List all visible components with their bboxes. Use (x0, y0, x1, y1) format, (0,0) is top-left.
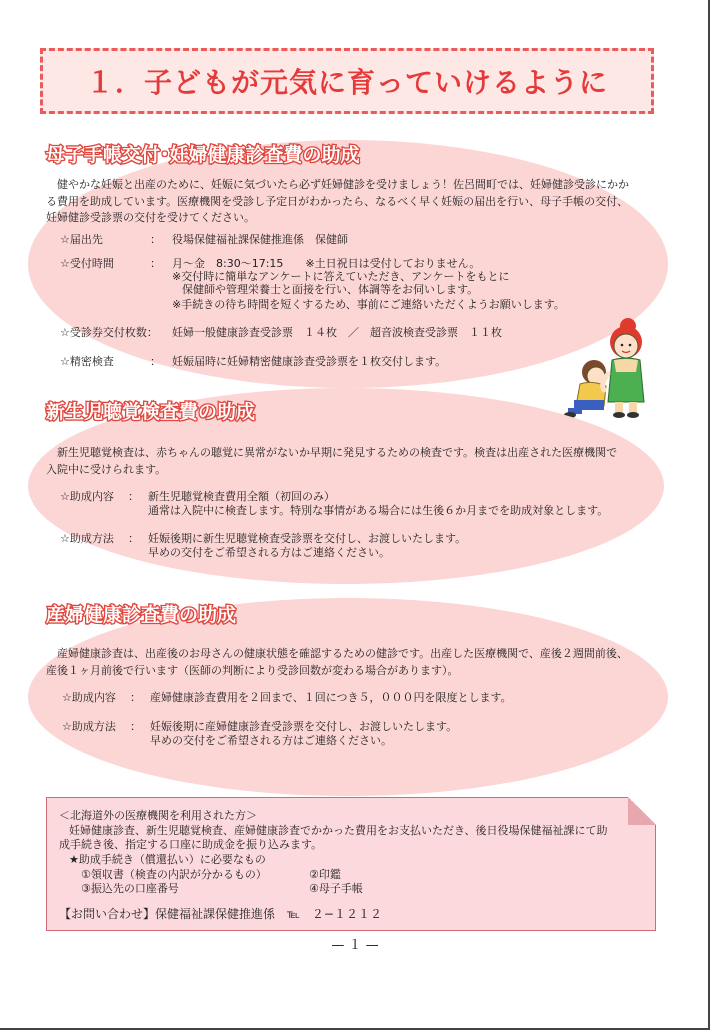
shoe (627, 412, 639, 418)
section2-method-value: 妊娠後期に新生児聴覚検査受診票を交付し、お渡しいたします。 (148, 532, 467, 545)
section2-content-label: ☆助成内容 (60, 490, 114, 503)
colon: ： (128, 490, 139, 503)
outside-hokkaido-note (46, 797, 656, 931)
page-title: １．子どもが元気に育っていけるように (85, 66, 608, 99)
section2-method-note: 早めの交付をご希望される方はご連絡ください。 (148, 546, 390, 559)
colon: ： (128, 532, 139, 545)
page-fold-corner (628, 797, 656, 825)
eye (629, 344, 632, 347)
mother-shirt (614, 359, 638, 372)
note-title: ＜北海道外の医療機関を利用された方＞ (59, 809, 257, 822)
section3-intro-line: 産婦健康診査は、出産後のお母さんの健康状態を確認するための健診です。出産した医療機関で、産後２週間前後、 (57, 647, 628, 660)
section2-heading: 新生児聴覚検査費の助成 (46, 401, 256, 423)
colon: ： (150, 233, 161, 246)
colon: ： (130, 720, 141, 733)
note-line: 妊婦健康診査、新生児聴覚検査、産婦健康診査でかかった費用をお支払いただき、後日役場保健福祉課にて助 (69, 824, 608, 837)
note-item: ③振込先の口座番号 (81, 882, 179, 895)
section1-intro-line: 健やかな妊娠と出産のために、妊娠に気づいたら必ず妊婦健診を受けましょう！佐呂間町では、妊婦健診受診にかか (57, 178, 629, 191)
section3-method-label: ☆助成方法 (62, 720, 116, 733)
section2-method-label: ☆助成方法 (60, 532, 114, 545)
note-items-title: ★助成手続き（償還払い）に必要なもの (69, 853, 266, 866)
contact-info: 【お問い合わせ】保健福祉課保健推進係 ℡ ２−１２１２ (59, 907, 382, 921)
section1-intro-line: る費用を助成しています。医療機関を受診し予定日がわかったら、なるべく早く妊娠の届出を行い、母子手帳の交付、 (46, 194, 629, 208)
registration-value: 役場保健福祉課保健推進係 保健師 (172, 233, 348, 246)
ticket-value: 妊婦一般健康診査受診票 １４枚 ／ 超音波検査受診票 １１枚 (172, 326, 502, 339)
section3-method-note: 早めの交付をご希望される方はご連絡ください。 (150, 734, 392, 747)
precise-value: 妊娠届時に妊婦精密健康診査受診票を１枚交付します。 (172, 355, 447, 368)
section3-heading: 産婦健康診査費の助成 (46, 604, 237, 626)
ticket-label: ☆受診券交付枚数： (60, 326, 158, 339)
note-item: ②印鑑 (309, 868, 341, 881)
note-item: ④母子手帳 (309, 882, 363, 895)
section3-method-value: 妊娠後期に産婦健康診査受診票を交付し、お渡しいたします。 (150, 720, 458, 733)
section2-intro (46, 445, 646, 478)
colon: ： (150, 355, 161, 368)
mother-child-illustration (560, 314, 660, 420)
page-number: — １ — (331, 938, 379, 953)
section3-intro-line: 産後１ヶ月前後で行います（医師の判断により受診回数が変わる場合があります）。 (46, 663, 459, 677)
section1-intro-line: 妊婦健診受診票の交付を受けてください。 (46, 211, 255, 224)
section3-content-value: 産婦健康診査費用を２回まで、１回につき５，０００円を限度とします。 (150, 691, 512, 704)
hours-value: 月～金 8:30～17:15 ※土日祝日は受付しておりません。 (172, 257, 481, 270)
page-title-box (40, 48, 654, 114)
section1-heading: 母子手帳交付･妊婦健康診査費の助成 (46, 144, 360, 166)
section2-content-note: 通常は入院中に検査します。特別な事情がある場合には生後６か月までを助成対象とします。 (148, 504, 609, 517)
hours-label: ☆受付時間 (60, 257, 114, 270)
hours-note: 保健師や管理栄養士と面接を行い、体調等をお伺いします。 (182, 283, 479, 296)
colon: ： (150, 257, 161, 270)
section3-content-label: ☆助成内容 (62, 691, 116, 704)
section2-content-value: 新生児聴覚検査費用全額（初回のみ） (148, 490, 335, 503)
mother-arm (603, 374, 608, 390)
colon: ： (130, 691, 141, 704)
hours-note: ※手続きの待ち時間を短くするため、事前にご連絡いただくようお願いします。 (172, 298, 565, 311)
hours-note: ※交付時に簡単なアンケートに答えていただき、アンケートをもとに (172, 270, 510, 283)
shoe (613, 412, 625, 418)
note-item: ①領収書（検査の内訳が分かるもの） (81, 868, 267, 881)
section3-intro (46, 646, 646, 679)
precise-label: ☆精密検査 (60, 355, 114, 368)
section2-intro-line: 新生児聴覚検査は、赤ちゃんの聴覚に異常がないか早期に発見するための検査です。検査は出産された医療機関で (57, 446, 618, 459)
section1-intro (46, 177, 646, 227)
section2-intro-line: 入院中に受けられます。 (46, 462, 167, 476)
note-line: 成手続き後、指定する口座に助成金を振り込みます。 (59, 838, 323, 851)
eye (621, 344, 624, 347)
registration-label: ☆届出先 (60, 233, 103, 246)
mother-face (614, 334, 638, 358)
